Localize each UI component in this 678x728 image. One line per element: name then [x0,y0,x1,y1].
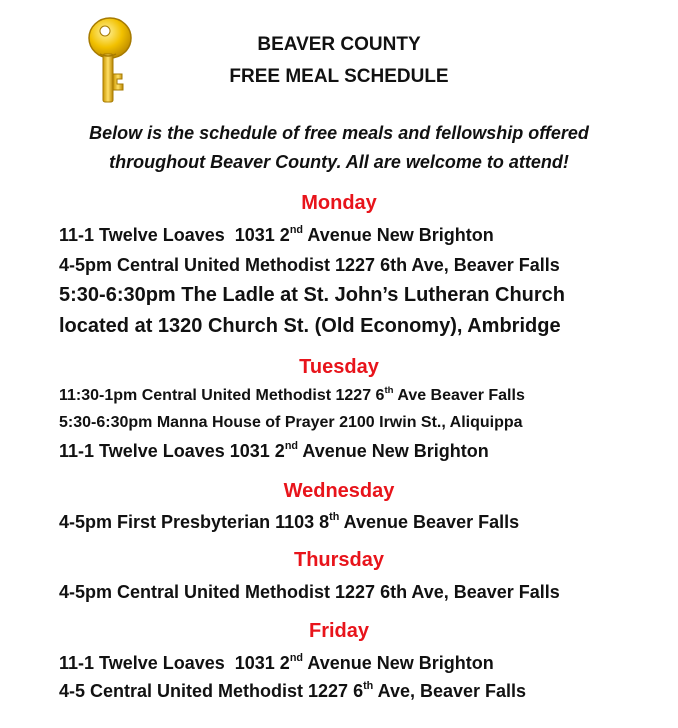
wednesday-entry-1: 4-5pm First Presbyterian 1103 8th Avenue Beaver Falls [59,510,520,532]
day-heading-wednesday: Wednesday [283,480,395,502]
day-heading-thursday: Thursday [293,549,385,571]
monday-entry-3-location: located at 1320 Church St. (Old Economy), Ambridge [59,315,561,337]
tuesday-entry-1: 11:30-1pm Central United Methodist 1227 6th Ave Beaver Falls [59,384,525,404]
day-heading-tuesday: Tuesday [299,356,379,378]
monday-entry-1: 11-1 Twelve Loaves 1031 2nd Avenue New Brighton [59,223,494,245]
page-title: BEAVER COUNTY [257,34,421,55]
thursday-entry-1: 4-5pm Central United Methodist 1227 6th Ave, Beaver Falls [59,582,560,602]
golden-key-icon [72,14,142,110]
monday-entry-2: 4-5pm Central United Methodist 1227 6th Ave, Beaver Falls [59,255,560,275]
monday-entry-3: 5:30-6:30pm The Ladle at St. John’s Lutheran Church [59,284,566,306]
day-heading-monday: Monday [301,192,377,214]
page-subtitle: FREE MEAL SCHEDULE [229,66,449,87]
tuesday-entry-3: 11-1 Twelve Loaves 1031 2nd Avenue New Brighton [59,439,489,461]
friday-entry-1: 11-1 Twelve Loaves 1031 2nd Avenue New Brighton [59,651,494,673]
intro-text-line1: Below is the schedule of free meals and fellowship offered [89,123,589,143]
intro-text-line2: throughout Beaver County. All are welcome to attend! [109,152,569,172]
day-heading-friday: Friday [308,620,370,642]
friday-entry-2: 4-5 Central United Methodist 1227 6th Ave, Beaver Falls [59,679,527,701]
tuesday-entry-2: 5:30-6:30pm Manna House of Prayer 2100 Irwin St., Aliquippa [59,414,523,431]
